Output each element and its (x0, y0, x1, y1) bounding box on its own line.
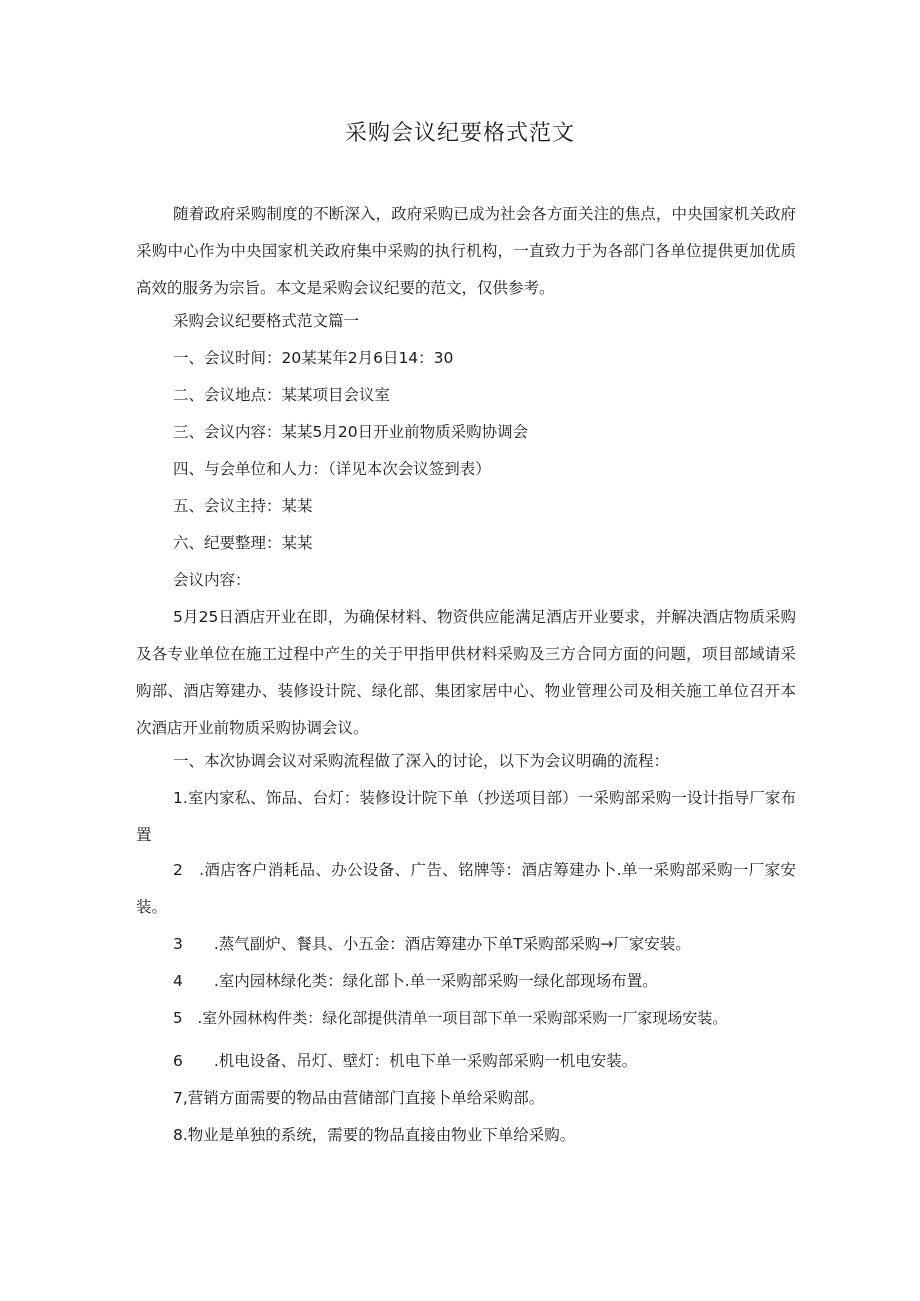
flow-item: 3 .蒸气副炉、餐具、小五金：酒店筹建办下单T采购部采购→厂家安装。 (173, 935, 691, 953)
flow-item: 8.物业是单独的系统，需要的物品直接由物业下单给采购。 (173, 1126, 576, 1144)
intro-paragraph: 随着政府采购制度的不断深入，政府采购已成为社会各方面关注的焦点，中央国家机关政府采购中心作为中央国家机关政府集中采购的执行机构，一直致力于为各部门各单位提供更加优质高效的服务为宗旨。本文是采购会议纪要的范文，仅供参考。 (136, 205, 796, 297)
flow-item: 5 .室外园林构件类：绿化部提供清单一项目部下单一采购部采购一厂家现场安装。 (173, 1009, 728, 1027)
meeting-topic: 三、会议内容：某某5月20日开业前物质采购协调会 (173, 423, 529, 441)
meeting-recorder: 六、纪要整理：某某 (173, 534, 313, 552)
meeting-location: 二、会议地点：某某项目会议室 (173, 386, 391, 404)
flow-item: 1.室内家私、饰品、台灯：装修设计院下单（抄送项目部）一采购部采购一设计指导厂家布置 (136, 789, 796, 844)
meeting-time: 一、会议时间：20某某年2月6日14：30 (173, 349, 454, 367)
content-label: 会议内容： (173, 571, 251, 589)
document-title: 采购会议纪要格式范文 (344, 121, 575, 146)
flow-item: 2 .酒店客户消耗品、办公设备、广告、铭牌等：酒店筹建办卜.单一采购部采购一厂家安装。 (136, 861, 796, 916)
flow-item: 7,营销方面需要的物品由营储部门直接卜单给采购部。 (173, 1089, 545, 1107)
flow-item: 4 .室内园林绿化类：绿化部卜.单一采购部采购一绿化部现场布置。 (173, 972, 658, 990)
meeting-attendees: 四、与会单位和人力：（详见本次会议签到表） (173, 460, 491, 478)
section-title: 采购会议纪要格式范文篇一 (173, 312, 360, 330)
content-paragraph: 5月25日酒店开业在即，为确保材料、物资供应能满足酒店开业要求，并解决酒店物质采购及各专业单位在施工过程中产生的关于甲指甲供材料采购及三方合同方面的问题，项目部域请采购部、酒店筹建办、装修设计院、绿化部、集团家居中心、物业管理公司及相关施工单位召开本次酒店开业前物质采购协调会议。 (136, 608, 796, 737)
flow-item: 6 .机电设备、吊灯、壁灯：机电下单一采购部采购一机电安装。 (173, 1052, 638, 1070)
meeting-host: 五、会议主持：某某 (173, 497, 313, 515)
flow-intro: 一、本次协调会议对采购流程做了深入的讨论，以下为会议明确的流程： (173, 752, 670, 770)
